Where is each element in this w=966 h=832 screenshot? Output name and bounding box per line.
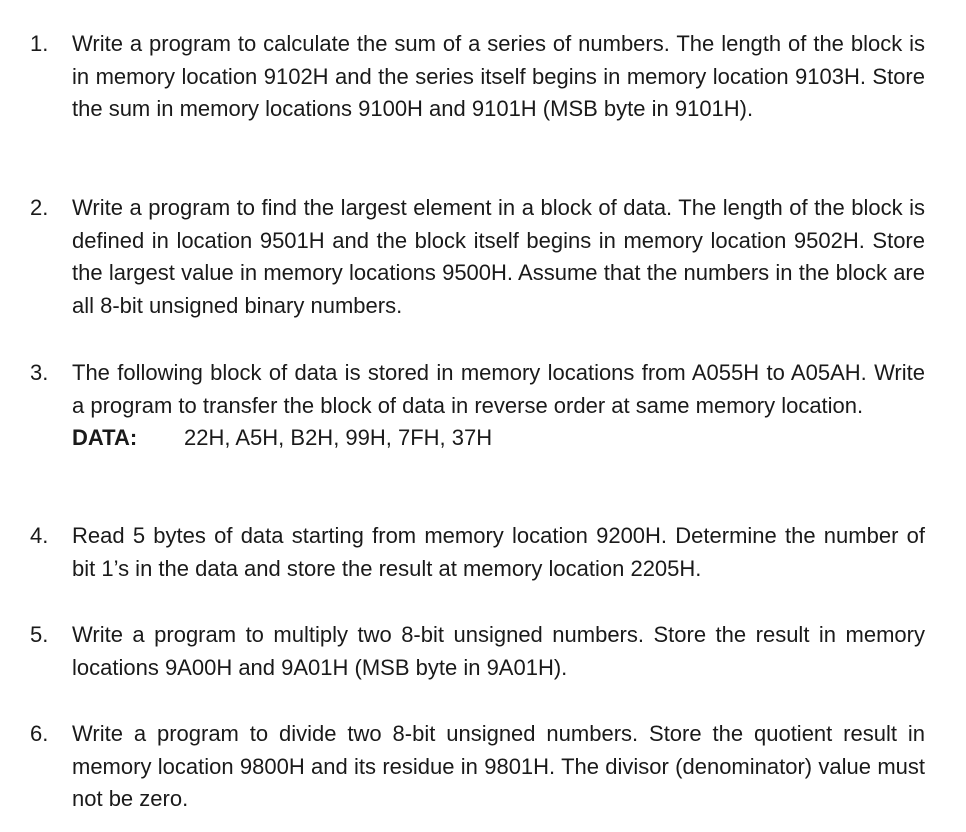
question-text: Write a program to find the largest element in a block of data. The length of the block is defined in location 9501H and the block itself begins in memory location 9502H. Store the largest value in memory locations 9500H. Assume that the numbers in the block are all 8-bit unsigned binary numbers. xyxy=(72,195,925,318)
question-text: Write a program to multiply two 8-bit unsigned numbers. Store the result in memory locations 9A00H and 9A01H (MSB byte in 9A01H). xyxy=(72,622,925,680)
question-3 xyxy=(30,357,925,455)
data-line xyxy=(72,422,925,455)
question-number: 3. xyxy=(30,360,49,385)
question-text: Write a program to calculate the sum of a series of numbers. The length of the block is in memory location 9102H and the series itself begins in memory location 9103H. Store the sum in memory locations 9100H and 9101H (MSB byte in 9101H). xyxy=(72,31,925,121)
question-text: Write a program to divide two 8-bit unsigned numbers. Store the quotient result in memory location 9800H and its residue in 9801H. The divisor (denominator) value must not be zero. xyxy=(72,721,925,811)
question-5 xyxy=(30,619,925,684)
question-4 xyxy=(30,520,925,585)
question-text: The following block of data is stored in memory locations from A055H to A05AH. Write a program to transfer the block of data in reverse order at same memory location. xyxy=(72,360,925,418)
data-values: 22H, A5H, B2H, 99H, 7FH, 37H xyxy=(184,425,493,450)
question-number: 1. xyxy=(30,31,49,56)
data-label: DATA: xyxy=(72,425,138,450)
question-text: Read 5 bytes of data starting from memory location 9200H. Determine the number of bit 1’s in the data and store the result at memory location 2205H. xyxy=(72,523,925,581)
question-6 xyxy=(30,718,925,816)
question-number: 4. xyxy=(30,523,49,548)
question-2 xyxy=(30,192,925,322)
question-number: 6. xyxy=(30,721,49,746)
question-number: 2. xyxy=(30,195,49,220)
question-number: 5. xyxy=(30,622,49,647)
question-1 xyxy=(30,28,925,126)
